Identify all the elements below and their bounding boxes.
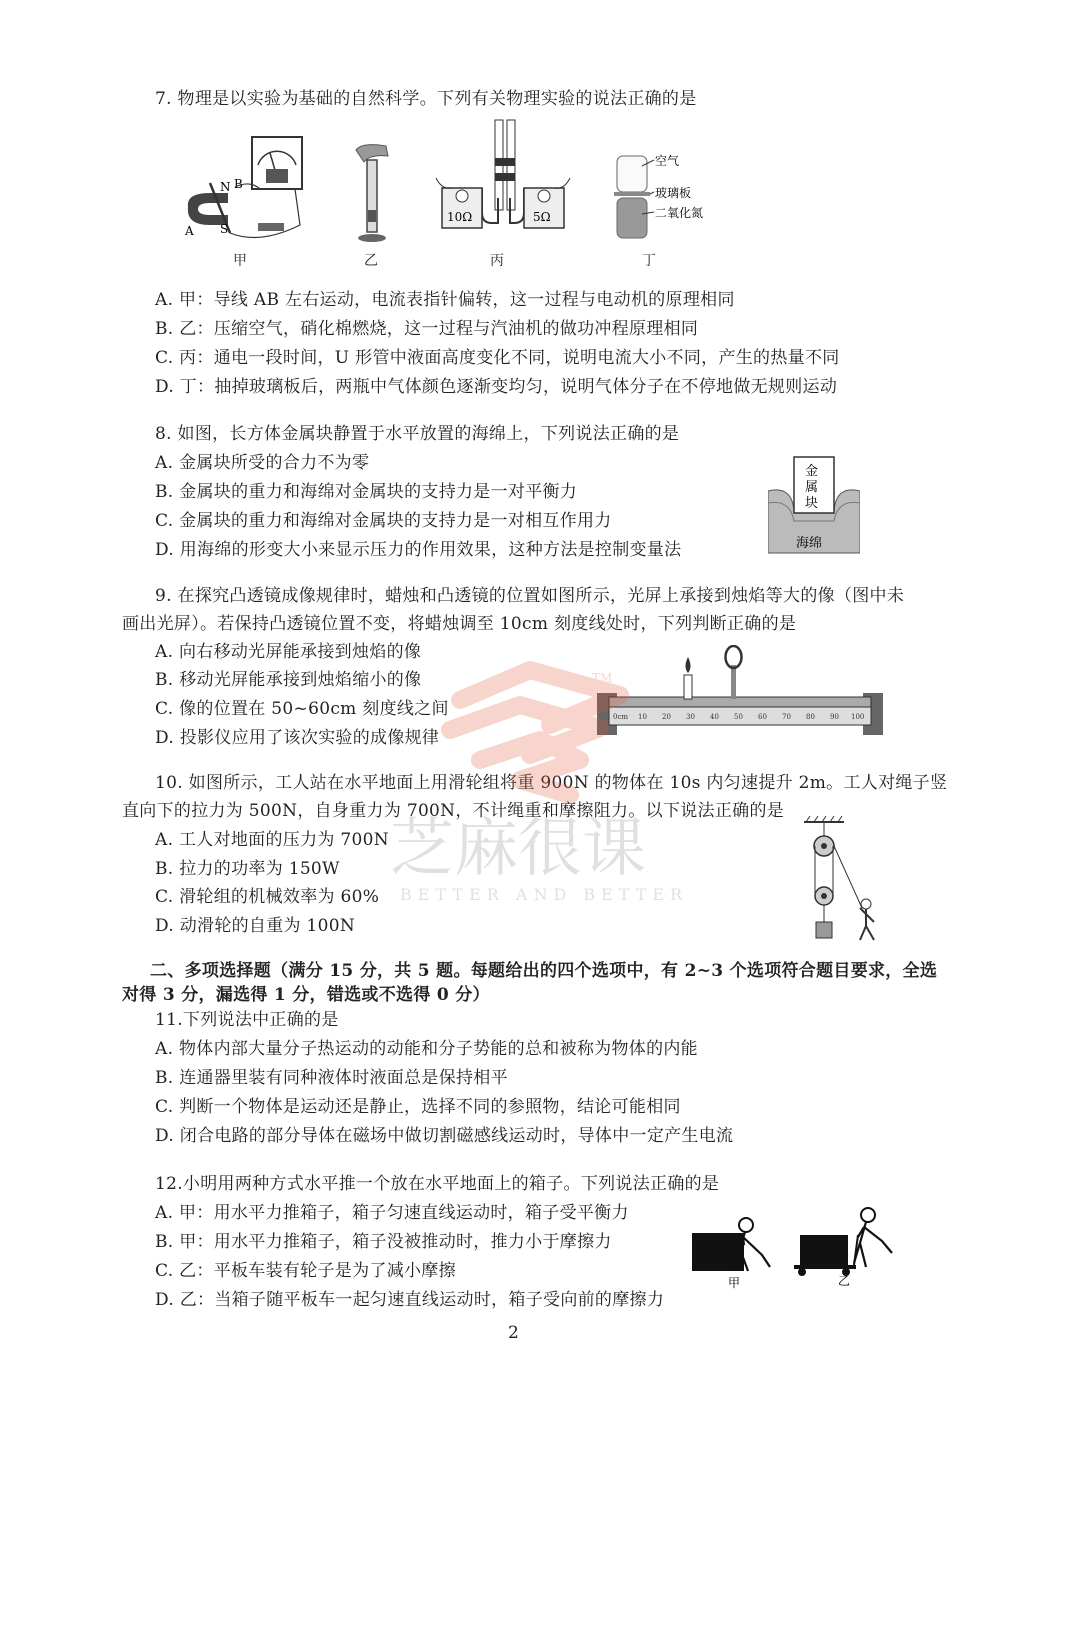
q7-caption-ding: 丁 [642,253,656,269]
q9-stem-line1: 9. 在探究凸透镜成像规律时，蜡烛和凸透镜的位置如图所示，光屏上承接到烛焰等大的像（图中未 [155,586,905,606]
tick-10: 10 [638,713,647,721]
q12-option-c: C. 乙：平板车装有轮子是为了减小摩擦 [155,1261,456,1281]
watermark-slogan: BETTER AND BETTER [400,885,689,904]
label-block-3: 块 [805,496,819,511]
q12-option-d: D. 乙：当箱子随平板车一起匀速直线运动时，箱子受向前的摩擦力 [155,1290,665,1310]
label-r1: 10Ω [447,210,473,224]
q7-option-b: B. 乙：压缩空气，硝化棉燃烧，这一过程与汽油机的做功冲程原理相同 [155,319,699,339]
q9-stem-line2: 画出光屏）。若保持凸透镜位置不变，将蜡烛调至 10cm 刻度线处时，下列判断正确的是 [122,614,797,634]
tick-80: 80 [806,713,815,721]
q7-figure-ding [612,148,722,243]
q12-option-b: B. 甲：用水平力推箱子，箱子没被推动时，推力小于摩擦力 [155,1232,612,1252]
q7-option-d: D. 丁：抽掉玻璃板后，两瓶中气体颜色逐渐变均匀，说明气体分子在不停地做无规则运动 [155,377,838,397]
q7-figure-jia [180,135,315,250]
tick-60: 60 [758,713,767,721]
q8-option-c: C. 金属块的重力和海绵对金属块的支持力是一对相互作用力 [155,511,612,531]
label-N: N [220,180,231,194]
tick-100: 100 [851,713,865,721]
q7-stem: 7. 物理是以实验为基础的自然科学。下列有关物理实验的说法正确的是 [155,89,697,109]
q11-option-b: B. 连通器里装有同种液体时液面总是保持相平 [155,1068,508,1088]
label-block-1: 金 [805,464,819,479]
tick-90: 90 [830,713,839,721]
label-glass: 玻璃板 [655,186,692,200]
q7-figure-yi [348,140,398,248]
q8-option-a: A. 金属块所受的合力不为零 [155,453,370,473]
watermark-emblem [450,670,620,795]
tick-40: 40 [710,713,719,721]
q7-caption-bing: 丙 [490,253,504,269]
label-sponge: 海绵 [796,536,823,551]
q7-option-a: A. 甲：导线 AB 左右运动，电流表指针偏转，这一过程与电动机的原理相同 [155,290,735,310]
q7-figure-bing [432,118,574,248]
q9-option-a: A. 向右移动光屏能承接到烛焰的像 [155,642,422,662]
label-no2: 二氧化氮 [655,206,704,220]
q10-option-a: A. 工人对地面的压力为 700N [155,830,389,850]
q12-caption-yi: 乙 [838,1274,851,1288]
label-block-2: 属 [805,480,819,495]
q10-pulley-figure [800,812,885,947]
section2-heading-line2: 对得 3 分，漏选得 1 分，错选或不选得 0 分） [122,985,490,1005]
q8-figure [768,455,860,555]
watermark-tm: TM [592,671,613,685]
q12-option-a: A. 甲：用水平力推箱子，箱子匀速直线运动时，箱子受平衡力 [155,1203,629,1223]
watermark-logo [370,650,710,940]
q7-caption-jia: 甲 [233,253,247,269]
q12-figure [688,1205,898,1290]
watermark-brand: 芝麻很课 [390,812,646,886]
label-S: S [220,222,229,236]
q8-option-b: B. 金属块的重力和海绵对金属块的支持力是一对平衡力 [155,482,578,502]
label-air: 空气 [655,154,680,168]
q7-option-c: C. 丙：通电一段时间，U 形管中液面高度变化不同，说明电流大小不同，产生的热量不同 [155,348,840,368]
q8-option-d: D. 用海绵的形变大小来显示压力的作用效果，这种方法是控制变量法 [155,540,682,560]
q9-option-b: B. 移动光屏能承接到烛焰缩小的像 [155,670,422,690]
tick-0: 0cm [613,713,629,721]
q10-option-b: B. 拉力的功率为 150W [155,859,340,879]
tick-70: 70 [782,713,791,721]
label-r2: 5Ω [533,210,551,224]
q11-stem: 11.下列说法中正确的是 [155,1010,339,1030]
page-number: 2 [508,1323,520,1343]
tick-20: 20 [662,713,671,721]
q11-option-d: D. 闭合电路的部分导体在磁场中做切割磁感线运动时，导体中一定产生电流 [155,1126,734,1146]
q12-stem: 12.小明用两种方式水平推一个放在水平地面上的箱子。下列说法正确的是 [155,1174,720,1194]
q10-stem-line1: 10. 如图所示，工人站在水平地面上用滑轮组将重 900N 的物体在 10s 内匀速提升 2m。工人对绳子竖 [155,773,948,793]
section2-heading-line1: 二、多项选择题（满分 15 分，共 5 题。每题给出的四个选项中，有 2~3 个选项符合题目要求，全选 [150,961,938,981]
q10-stem-line2: 直向下的拉力为 500N，自身重力为 700N，不计绳重和摩擦阻力。以下说法正确的是 [122,801,785,821]
label-B: B [234,177,243,191]
label-A: A [185,224,194,238]
tick-30: 30 [686,713,695,721]
q7-caption-yi: 乙 [364,253,378,269]
q11-option-a: A. 物体内部大量分子热运动的动能和分子势能的总和被称为物体的内能 [155,1039,698,1059]
q9-option-c: C. 像的位置在 50~60cm 刻度线之间 [155,699,449,719]
q12-caption-jia: 甲 [728,1276,741,1290]
q9-option-d: D. 投影仪应用了该次实验的成像规律 [155,728,440,748]
tick-50: 50 [734,713,743,721]
q10-option-d: D. 动滑轮的自重为 100N [155,916,356,936]
q11-option-c: C. 判断一个物体是运动还是静止，选择不同的参照物，结论可能相同 [155,1097,681,1117]
q10-option-c: C. 滑轮组的机械效率为 60% [155,887,380,907]
q8-stem: 8. 如图，长方体金属块静置于水平放置的海绵上，下列说法正确的是 [155,424,680,444]
